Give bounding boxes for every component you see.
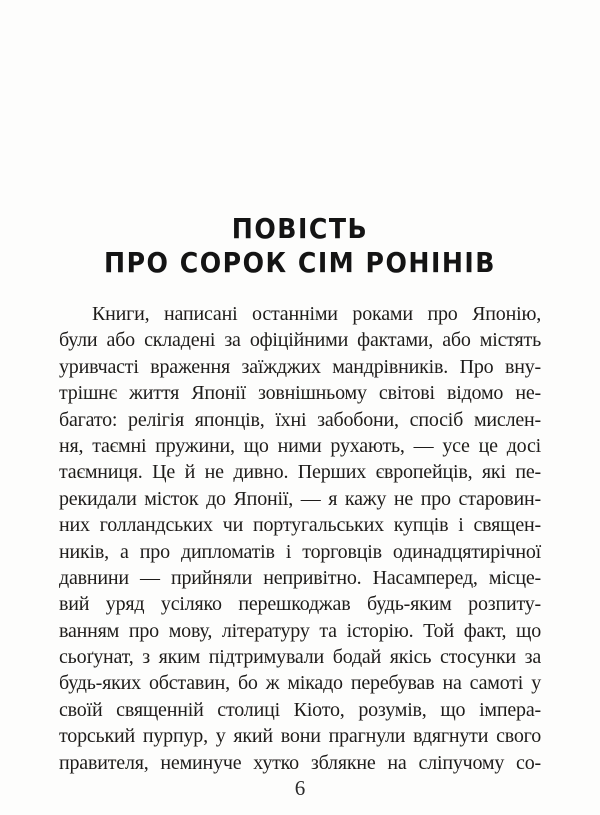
body-text-line: правителя, неминуче хутко зблякне на сліпучому со- bbox=[59, 751, 541, 774]
body-text-line: своїй священній столиці Кіото, розумів, що імпера- bbox=[59, 698, 541, 721]
body-text-line: них голландських чи португальських купців і священ- bbox=[59, 514, 541, 537]
body-text-line: були або складені за офіційними фактами, або містять bbox=[59, 329, 541, 352]
chapter-body-text bbox=[59, 301, 541, 776]
chapter-title bbox=[0, 212, 600, 280]
body-text-line: ників, а про дипломатів і торговців одинадцятирічної bbox=[59, 540, 541, 563]
body-text-line: торський пурпур, у який вони прагнули вдягнути свого bbox=[59, 725, 541, 748]
body-text-line: трішнє життя Японії зовнішньому світові відомо не- bbox=[59, 382, 541, 405]
body-text-line: давнини — прийняли непривітно. Насамперед, місце- bbox=[59, 566, 541, 589]
body-text-line: ня, таємні пружини, що ними рухають, — усе це досі bbox=[59, 434, 541, 457]
body-text-line: Книги, написані останніми роками про Японію, bbox=[92, 303, 541, 325]
body-text-line: будь-яких обставин, бо ж мікадо перебував на самоті у bbox=[59, 672, 541, 695]
body-text-line: ванням про мову, літературу та історію. Той факт, що bbox=[59, 619, 541, 642]
chapter-title-line2: ПРО СОРОК СІМ РОНІНІВ bbox=[104, 246, 496, 279]
body-text-line: уривчасті враження заїжджих мандрівників. Про вну- bbox=[59, 355, 541, 378]
body-text-line: таємниця. Це й не дивно. Перших європейців, які пе- bbox=[59, 461, 541, 484]
body-text-line: вий уряд усіляко перешкоджав будь-яким розпиту- bbox=[59, 593, 541, 616]
chapter-title-line1: ПОВІСТЬ bbox=[231, 212, 369, 245]
page-number: 6 bbox=[294, 776, 306, 800]
body-text-line: сьоґунат, з яким підтримували бодай якісь стосунки за bbox=[59, 646, 541, 669]
body-text-line: багато: релігія японців, їхні забобони, спосіб мислен- bbox=[59, 408, 541, 431]
body-text-line: рекидали місток до Японії, — я кажу не про старовин- bbox=[59, 487, 541, 510]
